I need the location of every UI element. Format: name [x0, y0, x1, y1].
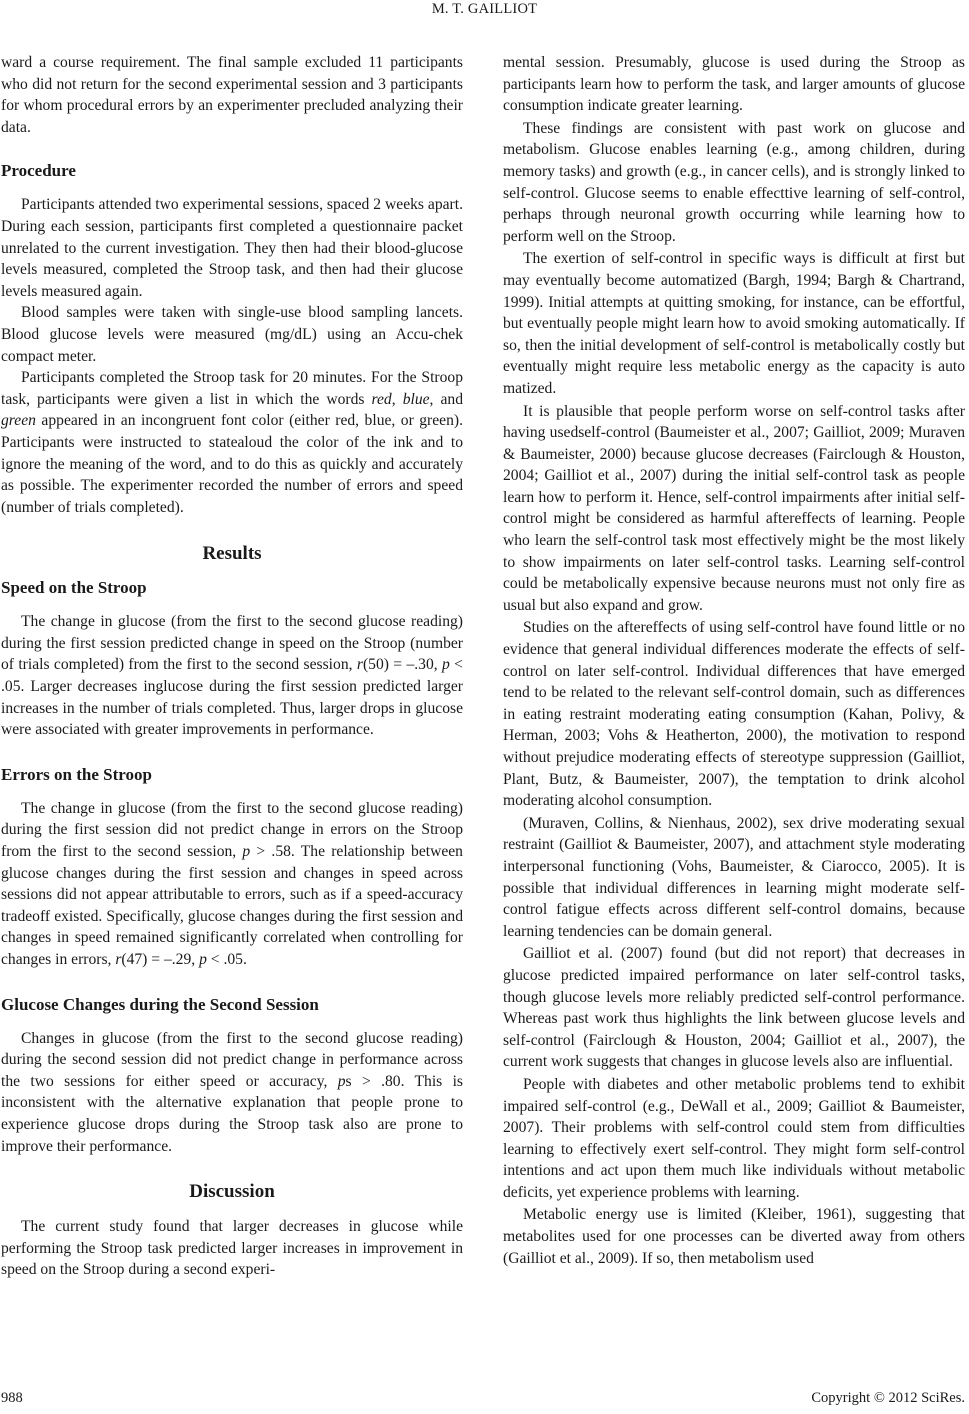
copyright-notice: Copyright © 2012 SciRes.	[811, 1390, 965, 1406]
errors-heading: Errors on the Stroop	[1, 764, 152, 784]
discussion-paragraph: Studies on the aftereffects of using self-control have found little or no evidence that general individual differences moderate the effects of self-control on later self-control. Individual differences that have emerged tend to be related to the relevant self-control domain, such as differences in eating restraint moderating eating consumption (Kahan, Polivy, & Herman, 2003; Vohs & Heatherton, 2000), the motivation to respond without prejudice moderating effects of stereotype suppression (Gailliot, Plant, Butz, & Baumeister, 2007), the temptation to drink alcohol moderating alcohol consumption.	[503, 619, 965, 810]
stat-p: p	[199, 951, 207, 968]
discussion-paragraph: Gailliot et al. (2007) found (but did not report) that decreases in glucose predicted impaired performance on later self-control tasks, though glucose levels more reliably predicted self-control performance. Whereas past work thus highlights the link between glucose levels and self-control (Fairclough & Houston, 2004; Gailliot et al., 2007), the current work suggests that changes in glucose levels also are influential.	[503, 945, 965, 1071]
discussion-paragraph: (Muraven, Collins, & Nienhaus, 2002), sex drive moderating sexual restraint (Gailliot & Baumeister, 2007), and attachment style moderating interpersonal functioning (Vohs, Baumeister, & Ciarocco, 2005). It is possible that individual differences in learning might moderate self-control fatigue effects across different self-control domains, because learning tendencies can be domain general.	[503, 814, 965, 940]
sep-2: , and	[429, 390, 464, 408]
discussion-paragraph: Metabolic energy use is limited (Kleiber, 1961), suggesting that metabolites used for one processes can be diverted away from others (Gailliot et al., 2009). If so, then metabolism used	[503, 1206, 965, 1267]
word-red: red	[371, 390, 392, 408]
procedure-p3-text-a: Participants completed the Stroop task for 20 minutes. For the Stroop task, participants were given a list in which the words	[1, 369, 463, 408]
stat-r: r	[356, 656, 363, 674]
discussion-paragraph: It is plausible that people perform worse on self-control tasks after having usedself-control (Baumeister et al., 2007; Gailliot, 2009; Muraven & Baumeister, 2000) because glucose decreases (Fairclough & Houston, 2004; Gailliot et al., 2007) during the initial self-control task as people learn how to perform it. Hence, self-control impairments after initial self-control might be considered as harmful aftereffects of learning. People who learn the self-control task most effectively might be the most likely to show impairments on later self-control tasks. Learning self-control could be metabolically expensive because neurons must not only fire as usual but also expand and grow.	[503, 402, 965, 614]
errors-text-1: The change in glucose (from the first to the second glucose reading) during the first session did not predict change in errors on the Stroop from the first to the second session,	[1, 799, 463, 861]
discussion-paragraph-1: The current study found that larger decreases in glucose while performing the Stroop task predicted larger increases in improvement in speed on the Stroop during a second experi-	[1, 1218, 463, 1279]
page-number: 988	[1, 1390, 23, 1406]
second-session-text-1: Changes in glucose (from the first to the second glucose reading) during the second session did not predict change in performance across the two sessions for either speed or accuracy,	[1, 1029, 463, 1090]
discussion-paragraph: The exertion of self-control in specific ways is difficult at first but may eventually become automatized (Bargh, 1994; Bargh & Chartrand, 1999). Initial attempts at quitting smoking, for instance, can be effortful, but eventually people might learn how to avoid smoking automatically. If so, then the initial development of self-control is metabolically costly but eventually might require less metabolic energy as the capacity is auto matized.	[503, 250, 965, 397]
results-heading: Results	[202, 543, 262, 565]
second-session-paragraph	[1, 1028, 463, 1158]
right-column	[503, 52, 965, 1269]
errors-text-4: < .05.	[206, 951, 247, 968]
discussion-paragraph: People with diabetes and other metabolic problems tend to exhibit impaired self-control (e.g., DeWall et al., 2009; Gailliot & Baumeister, 2007). Their problems with self-control could stem from difficulties learning to effectively exert self-control. They might form self-control intentions and act upon them much like individuals without metabolic deficits, yet experience problems with learning.	[503, 1075, 965, 1201]
intro-paragraph: ward a course requirement. The final sample excluded 11 participants who did not return for the second experimental session and 3 participants for whom procedural errors by an experimenter precluded analyzing their data.	[1, 54, 463, 136]
stat-p: p	[442, 656, 450, 674]
second-session-text-2: s > .80. This is inconsistent with the alternative explanation that people prone to experience glucose drops during the Stroop task also are prone to improve their performance.	[1, 1072, 463, 1155]
sep-1: ,	[391, 390, 403, 408]
discussion-heading: Discussion	[189, 1181, 275, 1203]
speed-text-1: The change in glucose (from the first to the second glucose reading) during the first session predicted change in speed on the Stroop (number of trials completed) from the first to the second session,	[1, 613, 463, 674]
stat-r: r	[115, 951, 122, 968]
speed-heading: Speed on the Stroop	[1, 578, 147, 598]
procedure-paragraph-1: Participants attended two experimental sessions, spaced 2 weeks apart. During each session, participants first completed a questionnaire packet unrelated to the current investigation. They then had their blood-glucose levels measured, completed the Stroop task, and then had their glucose levels measured again.	[1, 196, 463, 300]
stat-p: p	[242, 843, 251, 861]
speed-text-2: (50) = –.30,	[362, 656, 443, 674]
discussion-paragraph: mental session. Presumably, glucose is used during the Stroop as participants learn how to perform the task, and larger amounts of glucose consumption indicate greater learning.	[503, 54, 965, 115]
second-session-heading: Glucose Changes during the Second Session	[1, 994, 319, 1014]
errors-text-3: (47) = –.29,	[121, 951, 200, 968]
procedure-paragraph-3	[1, 367, 463, 518]
errors-paragraph	[1, 798, 463, 971]
word-blue: blue	[402, 390, 430, 408]
procedure-p3-text-b: appeared in an incongruent font color (either red, blue, or green). Participants were instructed to statealoud the color of the ink and to ignore the meaning of the word, and to do this as quickly and accurately as possible. The experimenter recorded the number of errors and speed (number of trials completed).	[1, 412, 463, 516]
word-green: green	[1, 412, 36, 430]
speed-text-3: < .05. Larger decreases inglucose during the first session predicted larger increases in the number of trials completed. Thus, larger drops in glucose were associated with greater improvements in performance.	[1, 656, 463, 739]
discussion-paragraph: These findings are consistent with past work on glucose and metabolism. Glucose enables learning (e.g., among children, during memory tasks) and growth (e.g., in cancer cells), and is strongly linked to self-control. Glucose seems to enable effecttive learning of self-control, perhaps through neuronal growth occurring while learning how to perform well on the Stroop.	[503, 119, 965, 245]
procedure-heading: Procedure	[1, 161, 76, 181]
running-head: M. T. GAILLIOT	[431, 1, 538, 17]
procedure-paragraph-2: Blood samples were taken with single-use blood sampling lancets. Blood glucose levels were measured (mg/dL) using an Accu-chek compact meter.	[1, 304, 463, 365]
stat-p: p	[337, 1072, 346, 1090]
left-column	[1, 52, 463, 1281]
errors-text-2: > .58. The relationship between glucose changes during the first session and changes in speed across sessions did not appear attributable to errors, such as if a speed-accuracy tradeoff existed. Specifically, glucose changes during the first session and changes in speed remained significantly correlated when controlling for changes in errors,	[1, 843, 463, 968]
speed-paragraph	[1, 611, 463, 741]
